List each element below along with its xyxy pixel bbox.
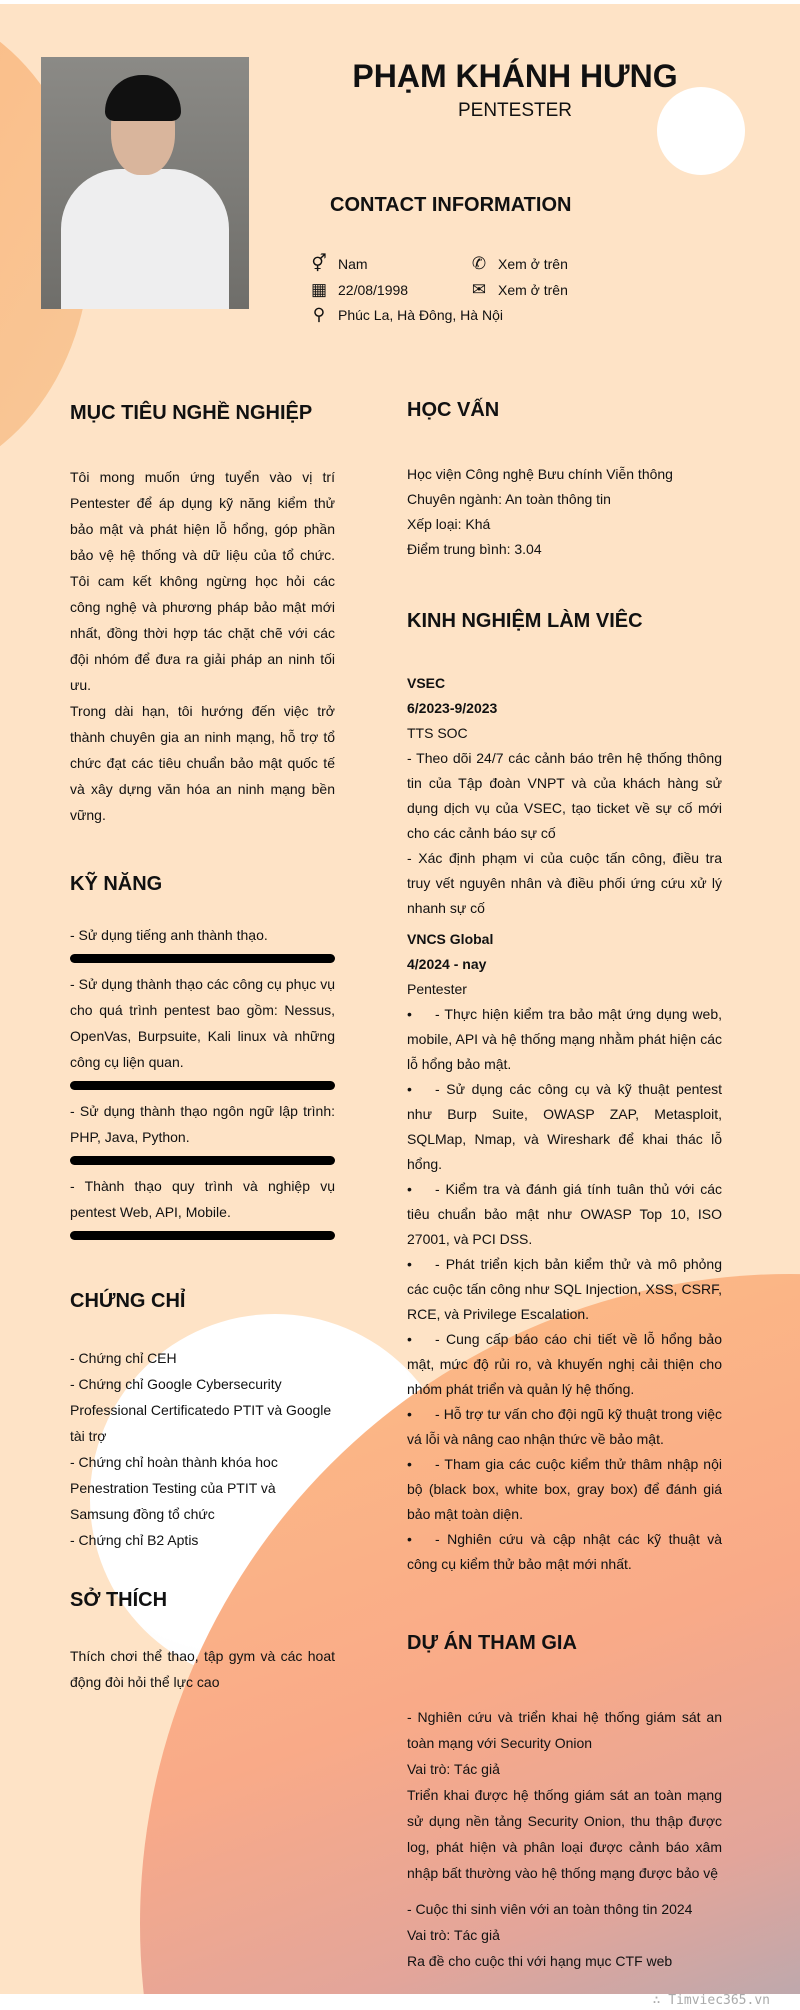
candidate-role: PENTESTER xyxy=(457,100,573,121)
education-school: Học viện Công nghệ Bưu chính Viễn thông xyxy=(407,466,673,482)
job-bullet: • - Hỗ trợ tư vấn cho đội ngũ kỹ thuật trong việc vá lỗi và nâng cao nhận thức về bảo mật. xyxy=(407,1406,722,1447)
job-company: VNCS Global xyxy=(407,931,494,947)
candidate-name: PHẠM KHÁNH HƯNG xyxy=(352,58,678,94)
skill-item: - Thành thạo quy trình và nghiệp vụ pentest Web, API, Mobile. xyxy=(70,1178,335,1220)
objective-paragraph: Trong dài hạn, tôi hướng đến việc trở thành chuyên gia an ninh mạng, hỗ trợ tổ chức đạt các tiêu chuẩn bảo mật quốc tế và xây dựng văn hóa an ninh mạng bền vững. xyxy=(70,703,335,823)
project-role: Vai trò: Tác giả xyxy=(407,1927,500,1943)
hobbies-text: Thích chơi thể thao, tập gym và các hoat động đòi hỏi thể lực cao xyxy=(70,1648,335,1690)
skill-item: - Sử dụng tiếng anh thành thạo. xyxy=(70,927,268,943)
education-gpa: Điểm trung bình: 3.04 xyxy=(407,541,542,557)
project-role: Vai trò: Tác giả xyxy=(407,1761,500,1777)
phone-value: Xem ở trên xyxy=(498,256,568,272)
map-marker-icon: ⚲ xyxy=(312,305,326,324)
envelope-icon: ✉ xyxy=(471,280,487,299)
cv-page xyxy=(0,4,800,1994)
contact-title: CONTACT INFORMATION xyxy=(330,194,572,216)
watermark: ∴ Timviec365.vn xyxy=(652,1993,770,2008)
projects-list xyxy=(407,1704,722,1974)
certs-title: CHỨNG CHỈ xyxy=(70,1290,186,1312)
objective-text xyxy=(70,464,335,828)
gender-value: Nam xyxy=(338,256,368,272)
skill-level-bar xyxy=(70,1231,335,1240)
job-period: 6/2023-9/2023 xyxy=(407,700,498,716)
education-major: Chuyên ngành: An toàn thông tin xyxy=(407,491,611,507)
job-bullet: - Xác định phạm vi của cuộc tấn công, điều tra truy vết nguyên nhân và điều phối ứng cứu xử lý nhanh sự cố xyxy=(407,850,722,916)
skill-level-bar xyxy=(70,954,335,963)
project-desc: Triển khai được hệ thống giám sát an toàn mạng sử dụng nền tảng Security Onion, thu thập được log, phát hiện và phân loại được cảnh báo xâm nhập bất thường vào hệ thống mạng được bảo vệ xyxy=(407,1787,722,1881)
job-bullet: • - Sử dụng các công cụ và kỹ thuật pentest như Burp Suite, OWASP ZAP, Metasploit, SQLMap, Nmap, và Wireshark để khai thác lỗ hổng. xyxy=(407,1081,722,1172)
objective-paragraph: Tôi mong muốn ứng tuyển vào vị trí Pentester để áp dụng kỹ năng kiểm thử bảo mật và phát hiện lỗ hổng, góp phần bảo vệ hệ thống và dữ liệu của tổ chức. Tôi cam kết không ngừng học hỏi các công nghệ và phương pháp bảo mật mới nhất, đồng thời hợp tác chặt chẽ với các đội nhóm để đưa ra giải pháp an ninh tối ưu. xyxy=(70,469,335,693)
job-bullet: • - Thực hiện kiểm tra bảo mật ứng dụng web, mobile, API và hệ thống mạng nhằm phát hiện các lỗ hổng bảo mật. xyxy=(407,1006,722,1072)
skill-level-bar xyxy=(70,1156,335,1165)
job-bullet: • - Tham gia các cuộc kiểm thử thâm nhập nội bộ (black box, white box, gray box) để đánh giá bảo mật toàn diện. xyxy=(407,1456,722,1522)
address-value: Phúc La, Hà Đông, Hà Nội xyxy=(338,307,503,323)
calendar-icon: ▦ xyxy=(310,280,328,299)
cert-item: - Chứng chỉ Google Cybersecurity Professional Certificatedo PTIT và Google tài trợ xyxy=(70,1376,332,1444)
avatar-photo xyxy=(41,57,249,309)
contact-dob xyxy=(310,280,408,300)
skill-item: - Sử dụng thành thạo ngôn ngữ lập trình: PHP, Java, Python. xyxy=(70,1103,335,1145)
job-bullet: • - Kiểm tra và đánh giá tính tuân thủ với các tiêu chuẩn bảo mật như OWASP Top 10, ISO 27001, và PCI DSS. xyxy=(407,1181,722,1247)
contact-address xyxy=(310,305,503,325)
project-desc: Ra đề cho cuộc thi với hạng mục CTF web xyxy=(407,1953,673,1969)
contact-email xyxy=(470,280,568,300)
phone-icon: ✆ xyxy=(471,254,487,273)
cert-item: - Chứng chỉ CEH xyxy=(70,1350,177,1366)
education-list xyxy=(407,462,722,562)
education-title: HỌC VẤN xyxy=(407,399,500,421)
job-bullet: - Theo dõi 24/7 các cảnh báo trên hệ thống thông tin của Tập đoàn VNPT và của khách hàng sử dụng dịch vụ của VSEC, tạo ticket về sự cố mới cho các cảnh báo sự cố xyxy=(407,750,722,841)
job-bullet: • - Phát triển kịch bản kiểm thử và mô phỏng các cuộc tấn công như SQL Injection, XSS, CSRF, RCE, và Privilege Escalation. xyxy=(407,1256,722,1322)
job-period: 4/2024 - nay xyxy=(407,956,487,972)
cert-item: - Chứng chỉ B2 Aptis xyxy=(70,1532,199,1548)
cert-item: - Chứng chỉ hoàn thành khóa hoc Penestration Testing của PTIT và Samsung đồng tổ chức xyxy=(70,1454,278,1522)
job-bullet: • - Nghiên cứu và cập nhật các kỹ thuật và công cụ kiểm thử bảo mật mới nhất. xyxy=(407,1531,722,1572)
objective-title: MỤC TIÊU NGHỀ NGHIỆP xyxy=(70,402,313,424)
contact-gender xyxy=(310,254,368,274)
skills-list xyxy=(70,922,335,1248)
experience-list xyxy=(407,671,722,1577)
job-bullet: • - Cung cấp báo cáo chi tiết về lỗ hổng bảo mật, mức độ rủi ro, và khuyến nghị cải thiện cho nhóm phát triển và quản lý hệ thống. xyxy=(407,1331,722,1397)
job-position: TTS SOC xyxy=(407,725,468,741)
project-name: - Cuộc thi sinh viên với an toàn thông tin 2024 xyxy=(407,1901,693,1917)
education-rank: Xếp loại: Khá xyxy=(407,516,491,532)
dob-value: 22/08/1998 xyxy=(338,282,409,298)
skill-level-bar xyxy=(70,1081,335,1090)
contact-phone xyxy=(470,254,568,274)
project-name: - Nghiên cứu và triển khai hệ thống giám sát an toàn mạng với Security Onion xyxy=(407,1709,722,1751)
skill-item: - Sử dụng thành thạo các công cụ phục vụ cho quá trình pentest bao gồm: Nessus, OpenVas, Burpsuite, Kali linux và những công cụ liện quan. xyxy=(70,976,335,1070)
experience-title: KINH NGHIỆM LÀM VIÊC xyxy=(407,610,643,632)
hobbies-title: SỞ THÍCH xyxy=(70,1589,168,1611)
job-position: Pentester xyxy=(407,981,467,997)
email-value: Xem ở trên xyxy=(498,282,568,298)
job-company: VSEC xyxy=(407,675,446,691)
skills-title: KỸ NĂNG xyxy=(70,873,163,895)
projects-title: DỰ ÁN THAM GIA xyxy=(407,1632,577,1654)
certs-list xyxy=(70,1345,335,1553)
gender-icon: ⚥ xyxy=(311,254,327,273)
